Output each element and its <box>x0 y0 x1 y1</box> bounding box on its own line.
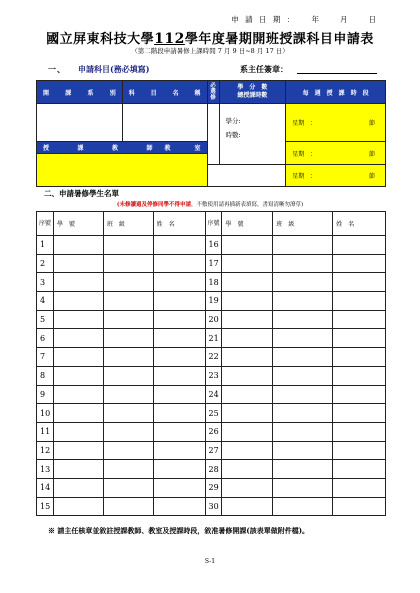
schedule-slot[interactable] <box>286 165 386 187</box>
class-cell[interactable] <box>103 292 153 311</box>
schedule-slot[interactable] <box>286 104 386 142</box>
class-cell[interactable] <box>103 404 153 423</box>
row-number: 22 <box>205 348 222 367</box>
schedule-weekday: 星期 ： <box>292 173 317 180</box>
header-class: 班 級 <box>273 212 333 236</box>
row-number: 26 <box>205 422 222 441</box>
class-cell[interactable] <box>273 236 333 255</box>
name-cell[interactable] <box>333 348 386 367</box>
header-student-id: 學 號 <box>222 212 273 236</box>
name-cell[interactable] <box>333 385 386 404</box>
student-id-cell[interactable] <box>222 292 273 311</box>
header-department: 開 課 系 別 <box>37 81 123 104</box>
application-date: 申 請 日 期 ： 年 月 日 <box>231 15 378 24</box>
row-number: 11 <box>37 422 54 441</box>
student-id-cell[interactable] <box>222 273 273 292</box>
credits-hours-cell[interactable] <box>219 104 286 165</box>
class-cell[interactable] <box>103 478 153 497</box>
table-row <box>37 292 386 311</box>
table-row <box>37 460 386 479</box>
class-cell[interactable] <box>103 236 153 255</box>
header-total-hours: 總授課時數 <box>237 92 268 99</box>
section1-number: 一、 <box>48 64 66 74</box>
page-number: S-1 <box>204 558 216 565</box>
header-class: 班 級 <box>103 212 153 236</box>
class-cell[interactable] <box>103 273 153 292</box>
student-id-cell[interactable] <box>53 236 103 255</box>
row-number: 13 <box>37 460 54 479</box>
row-number: 8 <box>37 366 54 385</box>
name-cell[interactable] <box>153 478 205 497</box>
row-number: 29 <box>205 478 222 497</box>
header-hours: 數 <box>261 84 268 92</box>
name-cell[interactable] <box>153 254 205 273</box>
teacher-classroom-cell[interactable] <box>37 154 208 187</box>
name-cell[interactable] <box>333 273 386 292</box>
class-cell[interactable] <box>103 385 153 404</box>
schedule-weekday: 星期 ： <box>292 120 317 127</box>
name-cell[interactable] <box>153 497 205 516</box>
name-cell[interactable] <box>333 329 386 348</box>
name-cell[interactable] <box>153 236 205 255</box>
row-number: 6 <box>37 329 54 348</box>
class-cell[interactable] <box>273 460 333 479</box>
note-instruction: ，不敷使用請再插新表填寫，書寫清晰勿潦草) <box>190 202 304 208</box>
table-row <box>37 441 386 460</box>
hours-label: 時數: <box>225 131 241 140</box>
student-id-cell[interactable] <box>222 441 273 460</box>
student-id-cell[interactable] <box>53 310 103 329</box>
class-cell[interactable] <box>273 385 333 404</box>
row-number: 28 <box>205 460 222 479</box>
schedule-slot[interactable] <box>286 142 386 165</box>
row-number: 21 <box>205 329 222 348</box>
row-number: 9 <box>37 385 54 404</box>
schedule-period: 節 <box>368 173 375 180</box>
header-course-name: 科 目 名 稱 <box>122 81 207 104</box>
row-number: 20 <box>205 310 222 329</box>
table-row <box>37 236 386 255</box>
name-cell[interactable] <box>153 441 205 460</box>
row-number: 12 <box>37 441 54 460</box>
header-seq: 序號 <box>205 212 222 236</box>
student-id-cell[interactable] <box>53 254 103 273</box>
row-number: 1 <box>37 236 54 255</box>
note-warning: (未修讀過及停修同學不得申請 <box>116 202 191 208</box>
name-cell[interactable] <box>333 441 386 460</box>
name-cell[interactable] <box>153 329 205 348</box>
row-number: 5 <box>37 310 54 329</box>
name-cell[interactable] <box>153 366 205 385</box>
header-classroom: 教 室 <box>164 145 201 152</box>
student-id-cell[interactable] <box>222 366 273 385</box>
page-title <box>0 28 420 47</box>
class-cell[interactable] <box>273 497 333 516</box>
class-cell[interactable] <box>273 404 333 423</box>
header-seq: 序號 <box>37 212 54 236</box>
title-suffix: 學年度暑期開班授課科目申請表 <box>184 32 374 47</box>
teacher-classroom-header <box>37 142 208 154</box>
class-cell[interactable] <box>273 366 333 385</box>
table-row <box>37 348 386 367</box>
name-cell[interactable] <box>153 292 205 311</box>
required-elective-cell[interactable] <box>207 104 219 165</box>
row-number: 3 <box>37 273 54 292</box>
class-cell[interactable] <box>103 348 153 367</box>
class-cell[interactable] <box>103 366 153 385</box>
page-subtitle: （第二階段申請暑修上課時間 7 月 9 日~8 月 17 日） <box>131 47 289 55</box>
table-row <box>37 422 386 441</box>
table-row <box>37 497 386 516</box>
row-number: 17 <box>205 254 222 273</box>
class-cell[interactable] <box>103 422 153 441</box>
course-table-spacer <box>207 165 286 187</box>
table-row <box>37 310 386 329</box>
table-row <box>37 329 386 348</box>
student-id-cell[interactable] <box>53 404 103 423</box>
title-year: 112 <box>154 31 185 47</box>
section1-label: 申請科目(務必填寫) <box>78 64 150 74</box>
class-cell[interactable] <box>103 310 153 329</box>
student-id-cell[interactable] <box>53 441 103 460</box>
row-number: 7 <box>37 348 54 367</box>
class-cell[interactable] <box>103 329 153 348</box>
student-id-cell[interactable] <box>53 292 103 311</box>
class-cell[interactable] <box>273 310 333 329</box>
schedule-period: 節 <box>368 120 375 127</box>
name-cell[interactable] <box>333 310 386 329</box>
class-cell[interactable] <box>273 348 333 367</box>
name-cell[interactable] <box>153 385 205 404</box>
student-id-cell[interactable] <box>53 366 103 385</box>
row-number: 24 <box>205 385 222 404</box>
footnote: ※ 請主任核章並敘註授課教師、教室及授課時段，敘准暑修開課(該表單做附件檔)。 <box>48 526 310 535</box>
student-id-cell[interactable] <box>53 273 103 292</box>
header-student-id: 學 號 <box>53 212 103 236</box>
class-cell[interactable] <box>273 478 333 497</box>
table-row <box>37 273 386 292</box>
student-id-cell[interactable] <box>53 478 103 497</box>
title-prefix: 國立屏東科技大學 <box>46 32 155 47</box>
name-cell[interactable] <box>333 422 386 441</box>
row-number: 15 <box>37 497 54 516</box>
section1-heading <box>48 64 150 75</box>
student-id-cell[interactable] <box>53 497 103 516</box>
schedule-period: 節 <box>368 150 375 158</box>
name-cell[interactable] <box>153 310 205 329</box>
student-id-cell[interactable] <box>222 497 273 516</box>
header-teacher: 授 課 教 師 <box>43 145 153 152</box>
header-name: 姓 名 <box>153 212 205 236</box>
header-weekly-time: 每 週 授 課 時 段 <box>286 81 386 104</box>
class-cell[interactable] <box>103 441 153 460</box>
credits-label: 學分: <box>225 117 241 125</box>
name-cell[interactable] <box>333 460 386 479</box>
student-id-cell[interactable] <box>53 348 103 367</box>
class-cell[interactable] <box>273 329 333 348</box>
class-cell[interactable] <box>273 292 333 311</box>
name-cell[interactable] <box>153 404 205 423</box>
student-table <box>36 211 386 516</box>
section2-heading: 二、申請暑修學生名單 <box>44 189 119 198</box>
name-cell[interactable] <box>333 404 386 423</box>
student-id-cell[interactable] <box>222 478 273 497</box>
table-row <box>37 478 386 497</box>
row-number: 23 <box>205 366 222 385</box>
row-number: 4 <box>37 292 54 311</box>
student-id-cell[interactable] <box>222 329 273 348</box>
student-id-cell[interactable] <box>222 348 273 367</box>
header-credits: 學 分 <box>237 84 256 92</box>
student-id-cell[interactable] <box>222 236 273 255</box>
row-number: 27 <box>205 441 222 460</box>
header-credits-hours <box>219 81 286 104</box>
student-id-cell[interactable] <box>222 404 273 423</box>
row-number: 2 <box>37 254 54 273</box>
name-cell[interactable] <box>153 273 205 292</box>
class-cell[interactable] <box>273 441 333 460</box>
name-cell[interactable] <box>333 366 386 385</box>
section2-note <box>0 200 420 208</box>
student-id-cell[interactable] <box>222 254 273 273</box>
header-required-elective: 必選修 <box>207 81 219 104</box>
name-cell[interactable] <box>333 254 386 273</box>
student-id-cell[interactable] <box>222 422 273 441</box>
class-cell[interactable] <box>103 254 153 273</box>
class-cell[interactable] <box>103 497 153 516</box>
department-cell[interactable] <box>37 104 123 142</box>
course-name-cell[interactable] <box>122 104 207 142</box>
row-number: 10 <box>37 404 54 423</box>
signature-line[interactable] <box>297 73 377 74</box>
student-id-cell[interactable] <box>53 329 103 348</box>
class-cell[interactable] <box>103 460 153 479</box>
student-rows <box>37 236 386 516</box>
row-number: 19 <box>205 292 222 311</box>
name-cell[interactable] <box>333 236 386 255</box>
row-number: 14 <box>37 478 54 497</box>
student-id-cell[interactable] <box>222 385 273 404</box>
name-cell[interactable] <box>333 292 386 311</box>
header-name: 姓 名 <box>333 212 386 236</box>
student-id-cell[interactable] <box>53 460 103 479</box>
row-number: 25 <box>205 404 222 423</box>
table-row <box>37 404 386 423</box>
class-cell[interactable] <box>273 273 333 292</box>
name-cell[interactable] <box>153 422 205 441</box>
student-id-cell[interactable] <box>53 385 103 404</box>
name-cell[interactable] <box>333 497 386 516</box>
class-cell[interactable] <box>273 422 333 441</box>
student-id-cell[interactable] <box>53 422 103 441</box>
table-row <box>37 366 386 385</box>
row-number: 18 <box>205 273 222 292</box>
row-number: 30 <box>205 497 222 516</box>
table-row <box>37 385 386 404</box>
name-cell[interactable] <box>333 478 386 497</box>
table-row <box>37 254 386 273</box>
class-cell[interactable] <box>273 254 333 273</box>
name-cell[interactable] <box>153 348 205 367</box>
name-cell[interactable] <box>153 460 205 479</box>
signature-label: 系主任簽章： <box>240 64 288 74</box>
course-table <box>36 80 386 187</box>
row-number: 16 <box>205 236 222 255</box>
schedule-weekday: 星期 ： <box>292 150 317 158</box>
student-id-cell[interactable] <box>222 310 273 329</box>
student-id-cell[interactable] <box>222 460 273 479</box>
